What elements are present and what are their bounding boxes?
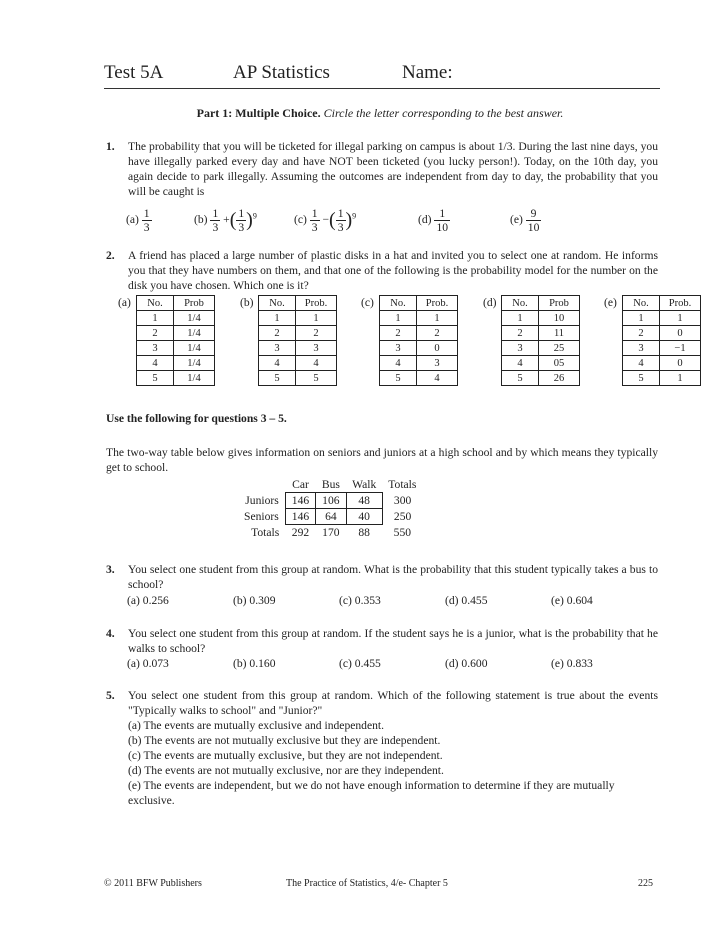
cell-prob: 1 bbox=[660, 371, 701, 386]
col-header: Car bbox=[292, 478, 309, 491]
cell-no: 5 bbox=[623, 371, 660, 386]
question-number: 1. bbox=[106, 140, 115, 153]
cell-prob: 1 bbox=[660, 311, 701, 326]
choice-e[interactable]: (e) 0.833 bbox=[551, 657, 593, 670]
question-3-choices bbox=[127, 594, 667, 610]
two-way-table bbox=[238, 477, 422, 540]
table-row bbox=[259, 371, 337, 386]
table-cell: 48 bbox=[346, 493, 382, 509]
cell-prob: 2 bbox=[417, 326, 458, 341]
cell-no: 2 bbox=[259, 326, 296, 341]
col-header: Totals bbox=[388, 478, 417, 492]
model-label[interactable]: (b) bbox=[240, 296, 254, 309]
choice-a[interactable]: (a) 0.256 bbox=[127, 594, 169, 607]
cell-prob: 0 bbox=[660, 326, 701, 341]
cell-prob: 0 bbox=[417, 341, 458, 356]
col-header-no: No. bbox=[502, 296, 539, 311]
model-label[interactable]: (d) bbox=[483, 296, 497, 309]
table-row bbox=[502, 311, 580, 326]
cell-no: 1 bbox=[502, 311, 539, 326]
question-1-choices bbox=[126, 207, 666, 243]
cell-prob: 1/4 bbox=[174, 356, 215, 371]
model-label[interactable]: (a) bbox=[118, 296, 131, 309]
cell-prob: −1 bbox=[660, 341, 701, 356]
cell-no: 3 bbox=[502, 341, 539, 356]
table-cell: 146 bbox=[285, 493, 315, 509]
col-header-prob: Prob. bbox=[660, 296, 701, 311]
cell-prob: 4 bbox=[417, 371, 458, 386]
test-title: Test 5A bbox=[104, 62, 164, 83]
table-row bbox=[623, 326, 701, 341]
table-header-row bbox=[623, 296, 701, 311]
col-header-prob: Prob. bbox=[296, 296, 337, 311]
cell-prob: 1/4 bbox=[174, 371, 215, 386]
question-text: The probability that you will be ticketed for illegal parking on campus is about 1/3. During the last nine days, you have illegally parked every day and have NOT been ticketed (you lucky person!). Today, on the 10th day, you again decide to park illegally. Assuming the outcomes are independent from day to day, the probability that you will be caught is bbox=[128, 140, 658, 198]
table-row bbox=[259, 326, 337, 341]
option-a[interactable]: (a) The events are mutually exclusive and independent. bbox=[128, 719, 385, 732]
cell-no: 1 bbox=[380, 311, 417, 326]
table-row bbox=[502, 326, 580, 341]
col-header-no: No. bbox=[623, 296, 660, 311]
cell-no: 5 bbox=[137, 371, 174, 386]
table-row bbox=[137, 371, 215, 386]
row-total: 300 bbox=[393, 494, 412, 507]
model-label[interactable]: (c) bbox=[361, 296, 374, 309]
col-header: Bus bbox=[321, 478, 340, 491]
question-4-choices bbox=[127, 657, 667, 673]
two-way-intro: The two-way table below gives information on seniors and juniors at a high school and by which means they typically get to school. bbox=[106, 446, 658, 474]
cell-no: 2 bbox=[502, 326, 539, 341]
cell-no: 4 bbox=[380, 356, 417, 371]
cell-no: 4 bbox=[502, 356, 539, 371]
cell-prob: 1 bbox=[417, 311, 458, 326]
cell-no: 1 bbox=[259, 311, 296, 326]
question-text: You select one student from this group at random. If the student says he is a junior, what is the probability that he walks to school? bbox=[128, 627, 658, 655]
table-cell: 146 bbox=[285, 509, 315, 525]
cell-no: 1 bbox=[137, 311, 174, 326]
question-text: You select one student from this group at random. What is the probability that this student typically takes a bus to school? bbox=[128, 563, 658, 591]
cell-no: 3 bbox=[137, 341, 174, 356]
table-row bbox=[380, 341, 458, 356]
col-total: 292 bbox=[291, 526, 310, 539]
two-way-row bbox=[238, 509, 422, 525]
cell-prob: 3 bbox=[296, 341, 337, 356]
probability-model-table bbox=[136, 295, 215, 386]
table-row bbox=[380, 326, 458, 341]
choice-b[interactable]: (b) $\frac{1}{3}$ +( $\frac{1}{3}$ )$^9$ bbox=[194, 207, 257, 234]
choice-c[interactable]: (c) $\frac{1}{3}$ −( $\frac{1}{3}$ )$^9$ bbox=[294, 207, 357, 234]
table-row bbox=[623, 371, 701, 386]
choice-c[interactable]: (c) 0.455 bbox=[339, 657, 381, 670]
choice-b[interactable]: (b) 0.160 bbox=[233, 657, 276, 670]
cell-no: 2 bbox=[137, 326, 174, 341]
table-row bbox=[623, 311, 701, 326]
row-label: Juniors bbox=[245, 494, 279, 507]
col-header-prob: Prob. bbox=[417, 296, 458, 311]
grand-total: 550 bbox=[393, 525, 412, 539]
option-c[interactable]: (c) The events are mutually exclusive, but they are not independent. bbox=[128, 749, 443, 762]
table-row bbox=[623, 356, 701, 371]
table-row bbox=[137, 341, 215, 356]
table-header-row bbox=[259, 296, 337, 311]
choice-a[interactable]: (a) $\frac{1}{3}$ bbox=[126, 207, 150, 234]
question-5-options bbox=[128, 718, 658, 808]
cell-prob: 26 bbox=[539, 371, 580, 386]
part1-title: Part 1: Multiple Choice. bbox=[196, 106, 321, 120]
cell-no: 2 bbox=[380, 326, 417, 341]
col-total: 88 bbox=[358, 526, 370, 539]
table-row bbox=[137, 356, 215, 371]
model-label[interactable]: (e) bbox=[604, 296, 617, 309]
cell-prob: 25 bbox=[539, 341, 580, 356]
cell-no: 3 bbox=[380, 341, 417, 356]
table-header-row bbox=[380, 296, 458, 311]
table-row bbox=[137, 311, 215, 326]
choice-c[interactable]: (c) 0.353 bbox=[339, 594, 381, 607]
col-header: Walk bbox=[352, 478, 377, 491]
table-row bbox=[502, 371, 580, 386]
question-number: 3. bbox=[106, 563, 115, 576]
probability-model-table bbox=[258, 295, 337, 386]
cell-prob: 10 bbox=[539, 311, 580, 326]
choice-a[interactable]: (a) 0.073 bbox=[127, 657, 169, 670]
table-row bbox=[259, 311, 337, 326]
probability-model-table bbox=[622, 295, 701, 386]
cell-no: 1 bbox=[623, 311, 660, 326]
cell-no: 3 bbox=[259, 341, 296, 356]
table-row bbox=[623, 341, 701, 356]
option-d[interactable]: (d) The events are not mutually exclusive, nor are they independent. bbox=[128, 764, 444, 777]
choice-e[interactable]: (e) $\frac{9}{10}$ bbox=[510, 207, 540, 234]
cell-no: 4 bbox=[137, 356, 174, 371]
two-way-totals-row bbox=[238, 525, 422, 541]
table-row bbox=[137, 326, 215, 341]
part1-heading bbox=[0, 106, 720, 121]
cell-prob: 5 bbox=[296, 371, 337, 386]
choice-d[interactable]: (d) $\frac{1}{10}$ bbox=[418, 207, 449, 234]
question-text: You select one student from this group at random. Which of the following statement is true about the events "Typically walks to school" and "Junior?" bbox=[128, 689, 658, 717]
col-header-no: No. bbox=[137, 296, 174, 311]
col-total: 170 bbox=[322, 526, 340, 539]
table-cell: 106 bbox=[316, 493, 346, 509]
col-header-no: No. bbox=[380, 296, 417, 311]
cell-prob: 1/4 bbox=[174, 341, 215, 356]
col-header-no: No. bbox=[259, 296, 296, 311]
option-e[interactable]: (e) The events are independent, but we do not have enough information to determine if they are mutually exclusive. bbox=[128, 779, 615, 807]
footer-copyright: © 2011 BFW Publishers bbox=[104, 878, 202, 889]
cell-no: 4 bbox=[623, 356, 660, 371]
cell-prob: 3 bbox=[417, 356, 458, 371]
fraction: $\frac{1}{3}$ bbox=[143, 207, 150, 234]
question-number: 4. bbox=[106, 627, 115, 640]
cell-prob: 11 bbox=[539, 326, 580, 341]
table-header-row bbox=[137, 296, 215, 311]
cell-no: 4 bbox=[259, 356, 296, 371]
table-row bbox=[259, 356, 337, 371]
question-text: A friend has placed a large number of plastic disks in a hat and invited you to select one at random. He informs you that they have numbers on them, and that one of the following is the probability model for the number on the disk you have chosen. Which one is it? bbox=[128, 249, 658, 292]
probability-model-table bbox=[501, 295, 580, 386]
header-rule bbox=[104, 88, 660, 89]
table-row bbox=[380, 371, 458, 386]
footer-book-title: The Practice of Statistics, 4/e- Chapter 5 bbox=[286, 878, 448, 889]
option-b[interactable]: (b) The events are not mutually exclusive but they are independent. bbox=[128, 734, 441, 747]
question-number: 5. bbox=[106, 689, 115, 702]
cell-prob: 0 bbox=[660, 356, 701, 371]
choice-d[interactable]: (d) 0.600 bbox=[445, 657, 488, 670]
col-header-prob: Prob bbox=[174, 296, 215, 311]
part1-instruction: Circle the letter corresponding to the best answer. bbox=[323, 106, 564, 120]
cell-no: 3 bbox=[623, 341, 660, 356]
choice-e[interactable]: (e) 0.604 bbox=[551, 594, 593, 607]
cell-prob: 1/4 bbox=[174, 311, 215, 326]
page-number: 225 bbox=[638, 878, 653, 889]
cell-prob: 05 bbox=[539, 356, 580, 371]
cell-prob: 2 bbox=[296, 326, 337, 341]
totals-label: Totals bbox=[251, 525, 280, 539]
cell-no: 2 bbox=[623, 326, 660, 341]
two-way-header-row bbox=[238, 477, 422, 493]
cell-prob: 1 bbox=[296, 311, 337, 326]
question-number: 2. bbox=[106, 249, 115, 262]
col-header-prob: Prob bbox=[539, 296, 580, 311]
row-total: 250 bbox=[393, 510, 412, 523]
table-row bbox=[380, 356, 458, 371]
cell-prob: 4 bbox=[296, 356, 337, 371]
table-cell: 40 bbox=[346, 509, 382, 525]
probability-model-table bbox=[379, 295, 458, 386]
cell-no: 5 bbox=[259, 371, 296, 386]
name-label: Name: bbox=[402, 62, 453, 83]
table-row bbox=[259, 341, 337, 356]
cell-no: 5 bbox=[380, 371, 417, 386]
course-title: AP Statistics bbox=[233, 62, 330, 83]
table-cell: 64 bbox=[316, 509, 346, 525]
table-row bbox=[502, 356, 580, 371]
table-row bbox=[380, 311, 458, 326]
row-label: Seniors bbox=[244, 510, 279, 523]
cell-prob: 1/4 bbox=[174, 326, 215, 341]
two-way-row bbox=[238, 493, 422, 509]
choice-b[interactable]: (b) 0.309 bbox=[233, 594, 276, 607]
table-header-row bbox=[502, 296, 580, 311]
use-following-heading: Use the following for questions 3 – 5. bbox=[106, 412, 287, 425]
choice-d[interactable]: (d) 0.455 bbox=[445, 594, 488, 607]
table-row bbox=[502, 341, 580, 356]
cell-no: 5 bbox=[502, 371, 539, 386]
